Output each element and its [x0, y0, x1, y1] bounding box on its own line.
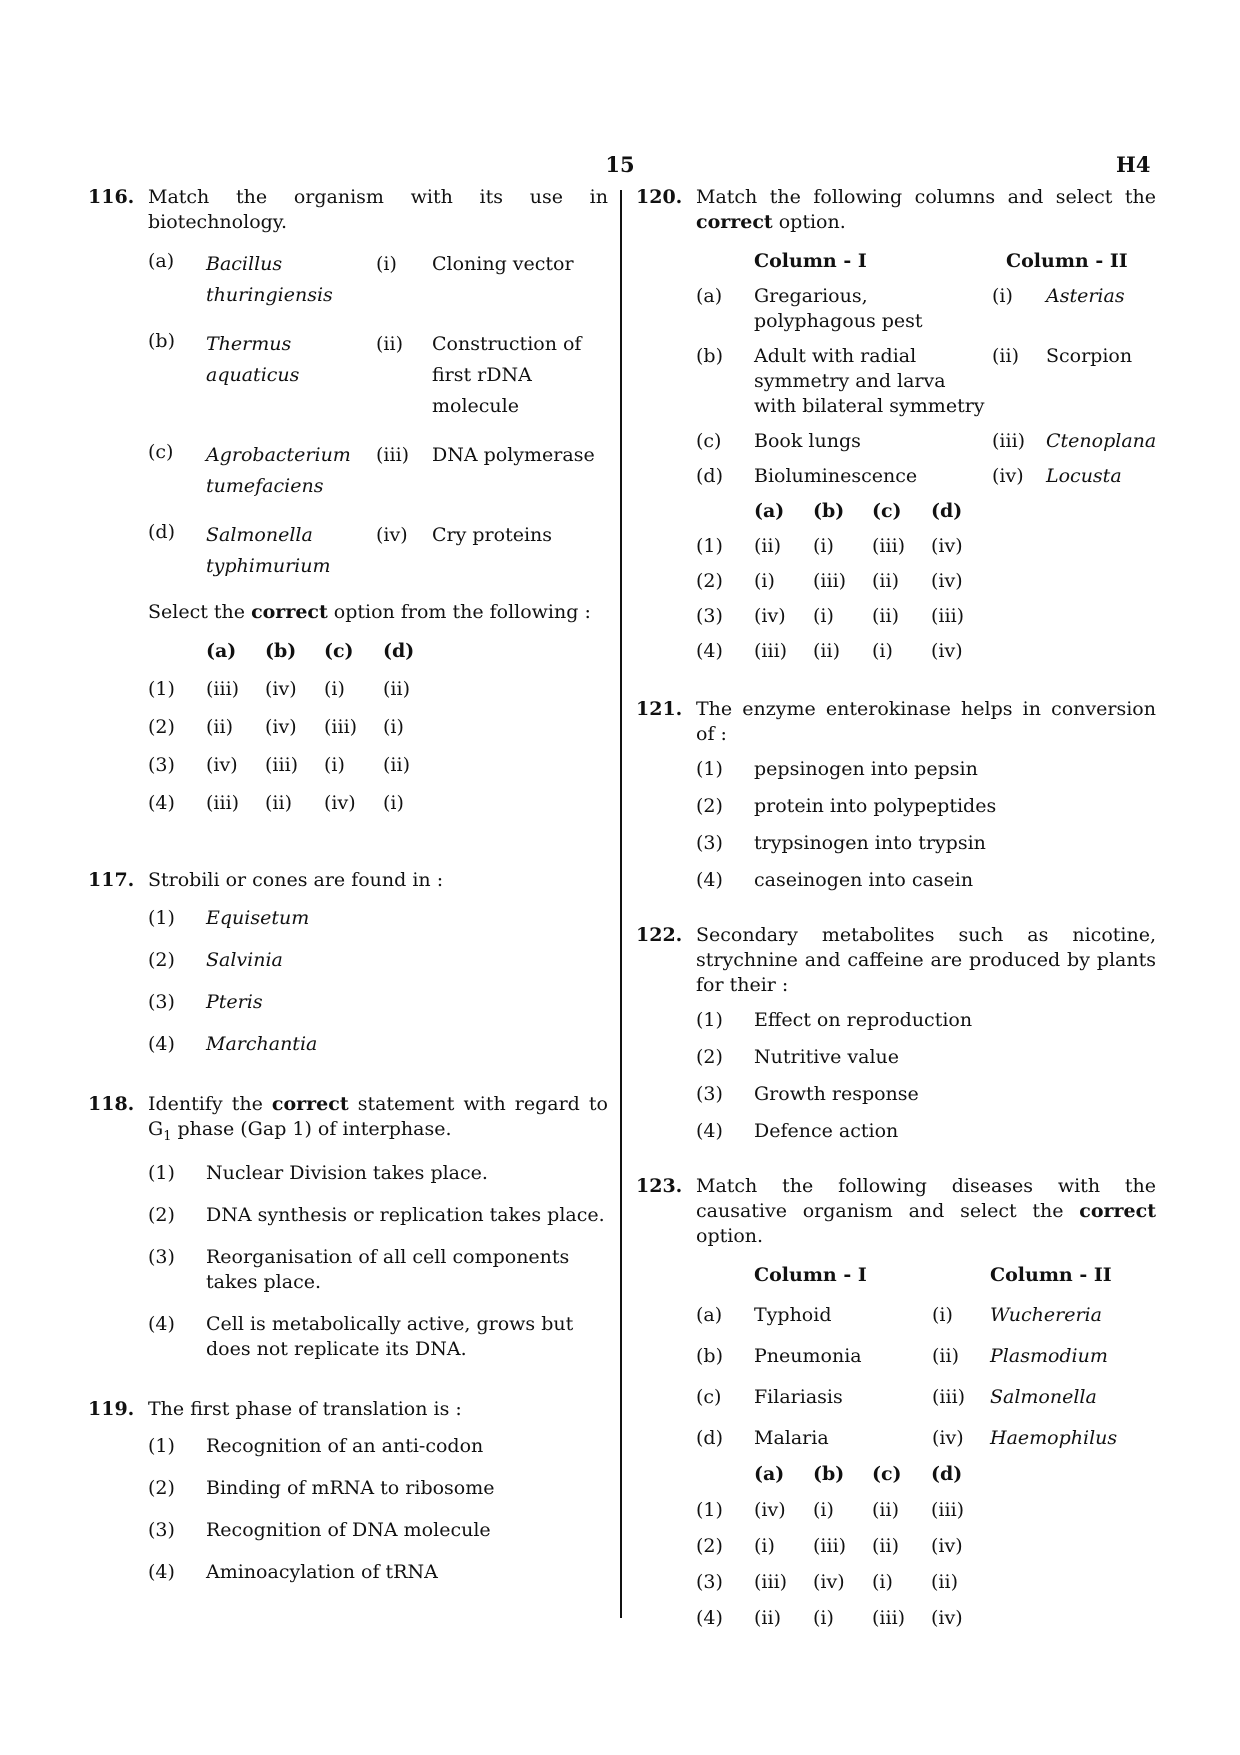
- option-cell: (iv): [265, 678, 297, 700]
- subscript: 1: [163, 1128, 172, 1144]
- option-cell: (iv): [813, 1571, 845, 1593]
- column-ii-label: (i): [992, 285, 1013, 307]
- text-part: option.: [696, 1225, 764, 1247]
- use: Construction of first rDNA molecule: [432, 333, 582, 417]
- header-cell: (a): [754, 1463, 785, 1485]
- question-text: The enzyme enterokinase helps in conversion of :: [696, 698, 1156, 745]
- answer-option-2[interactable]: [696, 1534, 1156, 1559]
- instruction-text: Select the: [148, 601, 252, 623]
- text-part: phase (Gap 1) of interphase.: [171, 1118, 452, 1140]
- right-column: [636, 185, 1156, 1631]
- option-4[interactable]: [696, 1119, 1156, 1144]
- option-text: protein into polypeptides: [754, 795, 997, 817]
- option-cell: (i): [813, 1607, 834, 1629]
- header-cell: (b): [265, 640, 297, 662]
- text-bold: correct: [1079, 1200, 1156, 1222]
- option-1[interactable]: [148, 906, 608, 931]
- organism-label: (ii): [932, 1345, 959, 1367]
- option-cell: (iv): [754, 1499, 786, 1521]
- option-3[interactable]: [148, 1518, 608, 1543]
- option-cell: (iii): [872, 535, 906, 557]
- option-number: (3): [148, 754, 175, 776]
- column-headers: [754, 1263, 1156, 1288]
- option-3[interactable]: [696, 1082, 1156, 1107]
- column-ii-item: Ctenoplana: [1046, 430, 1157, 452]
- option-cell: (iii): [754, 1571, 788, 1593]
- option-2[interactable]: [148, 1476, 608, 1501]
- option-text: Recognition of DNA molecule: [206, 1518, 491, 1541]
- option-number: (4): [148, 1033, 175, 1055]
- question-120: [636, 185, 1156, 664]
- option-2[interactable]: [148, 948, 608, 973]
- option-3[interactable]: [148, 1245, 608, 1295]
- column-i-item: Gregarious, polyphagous pest: [754, 285, 923, 332]
- row-label: (d): [696, 1427, 723, 1449]
- instruction-text: option from the following :: [327, 601, 591, 623]
- answer-option-2[interactable]: [148, 715, 608, 740]
- question-text: Secondary metabolites such as nicotine, strychnine and caffeine are produced by plants for their :: [696, 924, 1156, 996]
- question-number: 121.: [636, 698, 683, 720]
- answer-option-4[interactable]: [148, 791, 608, 816]
- question-number: 117.: [88, 869, 135, 891]
- organism: Salmonella typhimurium: [206, 524, 331, 577]
- option-cell: (i): [754, 570, 775, 592]
- option-1[interactable]: [148, 1161, 608, 1186]
- option-number: (2): [148, 1203, 175, 1226]
- option-number: (3): [696, 1571, 723, 1593]
- use-label: (i): [376, 253, 397, 275]
- column-divider: [620, 190, 622, 1618]
- option-number: (4): [148, 1560, 175, 1583]
- answer-option-3[interactable]: [696, 1570, 1156, 1595]
- option-text: Binding of mRNA to ribosome: [206, 1476, 495, 1499]
- answer-option-3[interactable]: [696, 604, 1156, 629]
- text-part: Identify the: [148, 1093, 272, 1115]
- column-ii-header: Column - II: [1006, 250, 1128, 272]
- match-row-b: [696, 344, 1156, 419]
- row-label: (c): [696, 1386, 722, 1408]
- option-cell: (iii): [931, 1499, 965, 1521]
- option-cell: (iii): [324, 716, 358, 738]
- option-cell: (i): [754, 1535, 775, 1557]
- header-cell: (c): [324, 640, 354, 662]
- question-number: 123.: [636, 1175, 683, 1197]
- question-text: The first phase of translation is :: [148, 1397, 462, 1420]
- option-cell: (iii): [931, 605, 965, 627]
- option-text: Equisetum: [206, 907, 310, 929]
- option-cell: (iii): [265, 754, 299, 776]
- option-cell: (i): [324, 678, 345, 700]
- question-122: [636, 923, 1156, 1144]
- option-2[interactable]: [696, 1045, 1156, 1070]
- organism-label: (iii): [932, 1386, 966, 1408]
- option-text: Nutritive value: [754, 1046, 900, 1068]
- match-row-d: [696, 464, 1156, 489]
- header-cell: (c): [872, 500, 902, 522]
- option-cell: (ii): [872, 570, 899, 592]
- question-text: [696, 1174, 1156, 1249]
- question-number: 116.: [88, 186, 135, 208]
- option-cell: (iv): [931, 640, 963, 662]
- left-column: [88, 185, 608, 1585]
- match-row-a: [696, 284, 1156, 334]
- option-2[interactable]: [148, 1203, 608, 1228]
- option-cell: (iii): [206, 792, 240, 814]
- question-121: [636, 697, 1156, 893]
- row-label: (d): [148, 521, 175, 543]
- option-cell: (ii): [754, 535, 781, 557]
- option-4[interactable]: [696, 868, 1156, 893]
- column-ii-label: (ii): [992, 345, 1019, 367]
- answer-option-3[interactable]: [148, 753, 608, 778]
- select-instruction: [148, 600, 608, 625]
- option-cell: (iii): [206, 678, 240, 700]
- option-text: DNA synthesis or replication takes place.: [206, 1203, 605, 1226]
- match-row-d: [696, 1426, 1156, 1451]
- option-4[interactable]: [148, 1560, 608, 1585]
- text-bold: correct: [271, 1093, 349, 1115]
- column-ii-label: (iv): [992, 465, 1024, 487]
- match-row-c: [148, 440, 608, 502]
- header-cell: (d): [931, 500, 963, 522]
- option-number: (4): [696, 869, 723, 891]
- option-number: (3): [148, 991, 175, 1013]
- option-number: (1): [696, 1499, 723, 1521]
- question-number: 118.: [88, 1093, 135, 1115]
- option-number: (1): [696, 535, 723, 557]
- option-number: (2): [148, 949, 175, 971]
- option-text: Growth response: [754, 1083, 919, 1105]
- option-2[interactable]: [696, 794, 1156, 819]
- option-text: trypsinogen into trypsin: [754, 832, 986, 854]
- row-label: (a): [696, 285, 723, 307]
- text-bold: correct: [696, 211, 773, 233]
- row-label: (a): [148, 250, 175, 272]
- organism: Agrobacterium tumefaciens: [206, 444, 351, 497]
- option-text: Salvinia: [206, 949, 283, 971]
- use: Cry proteins: [432, 524, 553, 546]
- option-cell: (iii): [813, 1535, 847, 1557]
- option-text: Marchantia: [206, 1033, 318, 1055]
- option-number: (4): [148, 792, 175, 814]
- option-4[interactable]: [148, 1312, 608, 1362]
- column-ii-item: Locusta: [1046, 465, 1122, 487]
- use: DNA polymerase: [432, 444, 595, 466]
- organism-label: (i): [932, 1304, 953, 1326]
- page-number: 15: [605, 152, 635, 177]
- answer-option-1[interactable]: [696, 1498, 1156, 1523]
- column-ii-item: Asterias: [1046, 285, 1125, 307]
- option-1[interactable]: [696, 757, 1156, 782]
- option-text: caseinogen into casein: [754, 869, 974, 891]
- match-row-c: [696, 1385, 1156, 1410]
- disease: Typhoid: [754, 1304, 832, 1326]
- instruction-bold: correct: [251, 601, 328, 623]
- header-cell: (d): [931, 1463, 963, 1485]
- disease: Malaria: [754, 1427, 829, 1449]
- option-number: (3): [696, 1083, 723, 1105]
- option-text: pepsinogen into pepsin: [754, 758, 978, 780]
- option-number: (1): [148, 678, 175, 700]
- option-1[interactable]: [696, 1008, 1156, 1033]
- option-cell: (iv): [931, 1535, 963, 1557]
- answer-option-2[interactable]: [696, 569, 1156, 594]
- option-cell: (iv): [324, 792, 356, 814]
- row-label: (d): [696, 465, 723, 487]
- option-number: (4): [696, 1607, 723, 1629]
- option-cell: (i): [383, 716, 404, 738]
- option-text: Cell is metabolically active, grows but does not replicate its DNA.: [206, 1312, 574, 1360]
- option-number: (2): [148, 716, 175, 738]
- option-number: (1): [148, 1434, 175, 1457]
- question-number: 122.: [636, 924, 683, 946]
- disease: Pneumonia: [754, 1345, 862, 1367]
- option-number: (2): [696, 795, 723, 817]
- column-ii-item: Scorpion: [1046, 345, 1133, 367]
- match-row-a: [148, 249, 608, 311]
- use: Cloning vector: [432, 253, 574, 275]
- organism: Haemophilus: [990, 1427, 1118, 1449]
- column-i-item: Book lungs: [754, 430, 861, 452]
- text-part: Match the following diseases with the causative organism and select the: [696, 1175, 1156, 1222]
- option-cell: (ii): [931, 1571, 958, 1593]
- option-number: (4): [148, 1312, 175, 1335]
- column-i-header: Column - I: [754, 250, 867, 272]
- organism: Bacillus thuringiensis: [206, 253, 333, 306]
- organism-label: (iv): [932, 1427, 964, 1449]
- text-part: option.: [772, 211, 846, 233]
- question-text: [148, 1092, 608, 1149]
- option-3[interactable]: [696, 831, 1156, 856]
- option-cell: (iv): [206, 754, 238, 776]
- question-116: [88, 185, 608, 816]
- option-cell: (i): [813, 1499, 834, 1521]
- question-text: Match the organism with its use in biotechnology.: [148, 186, 608, 233]
- option-number: (2): [148, 1476, 175, 1499]
- option-3[interactable]: [148, 990, 608, 1015]
- option-text: Defence action: [754, 1120, 899, 1142]
- use-label: (iii): [376, 444, 410, 466]
- question-118: [88, 1092, 608, 1362]
- option-cell: (i): [324, 754, 345, 776]
- header-cell: (b): [813, 500, 845, 522]
- row-label: (c): [148, 441, 174, 463]
- option-number: (1): [148, 907, 175, 929]
- option-cell: (ii): [265, 792, 292, 814]
- question-text: Strobili or cones are found in :: [148, 869, 444, 891]
- option-cell: (i): [872, 640, 893, 662]
- answer-header: [148, 639, 608, 664]
- question-119: [88, 1397, 608, 1585]
- option-cell: (iv): [931, 535, 963, 557]
- header-cell: (a): [206, 640, 237, 662]
- match-row-c: [696, 429, 1156, 454]
- option-cell: (ii): [754, 1607, 781, 1629]
- option-text: Pteris: [206, 991, 263, 1013]
- option-number: (3): [148, 1245, 175, 1268]
- option-cell: (i): [813, 535, 834, 557]
- use-label: (ii): [376, 333, 403, 355]
- row-label: (a): [696, 1304, 723, 1326]
- question-123: [636, 1174, 1156, 1631]
- option-number: (1): [696, 1009, 723, 1031]
- option-cell: (ii): [872, 1499, 899, 1521]
- option-cell: (iii): [754, 640, 788, 662]
- option-cell: (ii): [383, 754, 410, 776]
- option-number: (1): [148, 1161, 175, 1184]
- option-cell: (iii): [872, 1607, 906, 1629]
- option-cell: (ii): [872, 1535, 899, 1557]
- header-cell: (c): [872, 1463, 902, 1485]
- row-label: (c): [696, 430, 722, 452]
- question-number: 119.: [88, 1397, 135, 1420]
- organism: Thermus aquaticus: [206, 333, 300, 386]
- option-number: (3): [696, 832, 723, 854]
- text-part: Match the following columns and select the: [696, 186, 1156, 208]
- column-headers: [754, 249, 1156, 274]
- option-cell: (iv): [265, 716, 297, 738]
- answer-header: [696, 499, 1156, 524]
- option-cell: (ii): [383, 678, 410, 700]
- option-number: (1): [696, 758, 723, 780]
- column-i-header: Column - I: [754, 1264, 867, 1286]
- answer-option-1[interactable]: [148, 677, 608, 702]
- organism: Salmonella: [990, 1386, 1097, 1408]
- header-cell: (d): [383, 640, 415, 662]
- option-4[interactable]: [148, 1032, 608, 1057]
- column-ii-label: (iii): [992, 430, 1026, 452]
- answer-option-4[interactable]: [696, 1606, 1156, 1631]
- option-text: Effect on reproduction: [754, 1009, 973, 1031]
- option-cell: (iv): [754, 605, 786, 627]
- question-text: [696, 185, 1156, 235]
- option-number: (2): [696, 1046, 723, 1068]
- question-117: [88, 868, 608, 1057]
- option-cell: (ii): [206, 716, 233, 738]
- option-text: Recognition of an anti-codon: [206, 1434, 484, 1457]
- answer-header: [696, 1462, 1156, 1487]
- option-text: Aminoacylation of tRNA: [206, 1560, 438, 1583]
- option-text: Nuclear Division takes place.: [206, 1161, 488, 1184]
- option-number: (4): [696, 640, 723, 662]
- paper-code: H4: [1116, 152, 1151, 177]
- option-number: (3): [696, 605, 723, 627]
- question-number: 120.: [636, 186, 683, 208]
- column-i-item: Adult with radial symmetry and larva with bilateral symmetry: [754, 345, 985, 417]
- option-cell: (ii): [813, 640, 840, 662]
- header-cell: (b): [813, 1463, 845, 1485]
- answer-option-1[interactable]: [696, 534, 1156, 559]
- text-part: statement with regard to G: [148, 1093, 608, 1140]
- row-label: (b): [696, 1345, 723, 1367]
- use-label: (iv): [376, 524, 408, 546]
- option-cell: (iii): [813, 570, 847, 592]
- match-row-b: [148, 329, 608, 422]
- option-number: (4): [696, 1120, 723, 1142]
- option-number: (2): [696, 570, 723, 592]
- option-cell: (i): [872, 1571, 893, 1593]
- answer-option-4[interactable]: [696, 639, 1156, 664]
- match-row-a: [696, 1303, 1156, 1328]
- option-cell: (i): [813, 605, 834, 627]
- column-i-item: Bioluminescence: [754, 465, 918, 487]
- option-cell: (iv): [931, 1607, 963, 1629]
- organism: Wuchereria: [990, 1304, 1102, 1326]
- option-1[interactable]: [148, 1434, 608, 1459]
- option-text: Reorganisation of all cell components takes place.: [206, 1245, 570, 1293]
- option-cell: (ii): [872, 605, 899, 627]
- option-number: (2): [696, 1535, 723, 1557]
- organism: Plasmodium: [990, 1345, 1108, 1367]
- option-cell: (iv): [931, 570, 963, 592]
- row-label: (b): [148, 330, 175, 352]
- header-cell: (a): [754, 500, 785, 522]
- option-cell: (i): [383, 792, 404, 814]
- option-number: (3): [148, 1518, 175, 1541]
- row-label: (b): [696, 345, 723, 367]
- match-row-b: [696, 1344, 1156, 1369]
- disease: Filariasis: [754, 1386, 843, 1408]
- column-ii-header: Column - II: [990, 1264, 1112, 1286]
- match-row-d: [148, 520, 608, 582]
